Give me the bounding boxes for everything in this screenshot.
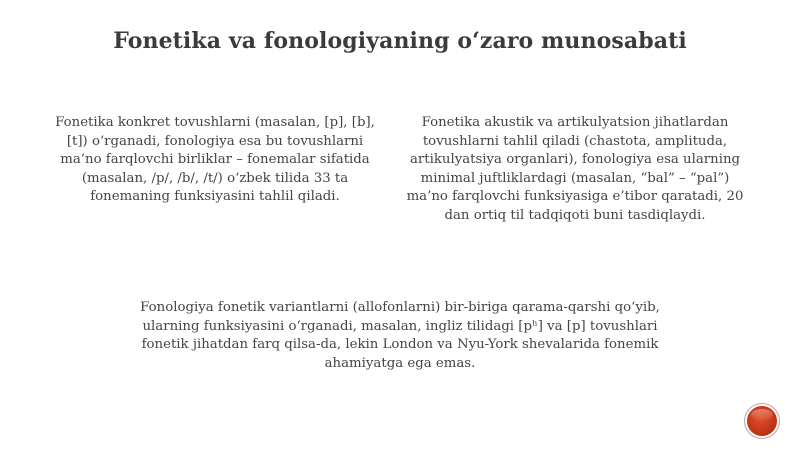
paragraph-bottom: Fonologiya fonetik variantlarni (allofonlarni) bir-biriga qarama-qarshi qoʻyib, ularning funksiyasini oʻrganadi, masalan, ingliz tilidagi [pʰ] va [p] tovushlari fonetik jihatdan farq qilsa-da, lekin London va Nyu-York shevalarida fonemik ahamiyatga ega emas. bbox=[140, 300, 660, 371]
paragraph-right: Fonetika akustik va artikulyatsion jihatlardan tovushlarni tahlil qiladi (chastota, amplituda, artikulyatsiya organlari), fonologiya esa ularning minimal juftliklardagi (masalan, “bal” – “pal”) ma’no farqlovchi funksiyasiga e’tibor qaratadi, 20 dan ortiq til tadqiqoti buni tasdiqlaydi. bbox=[406, 115, 744, 223]
slide-title: Fonetika va fonologiyaning oʻzaro munosabati bbox=[113, 28, 687, 54]
red-circle-button-icon[interactable] bbox=[747, 406, 777, 436]
paragraph-left: Fonetika konkret tovushlarni (masalan, [p], [b], [t]) oʻrganadi, fonologiya esa bu tovushlarni ma’no farqlovchi birliklar – fonemalar sifatida (masalan, /p/, /b/, /t/) oʻzbek tilida 33 ta fonemaning funksiyasini tahlil qiladi. bbox=[55, 115, 375, 205]
